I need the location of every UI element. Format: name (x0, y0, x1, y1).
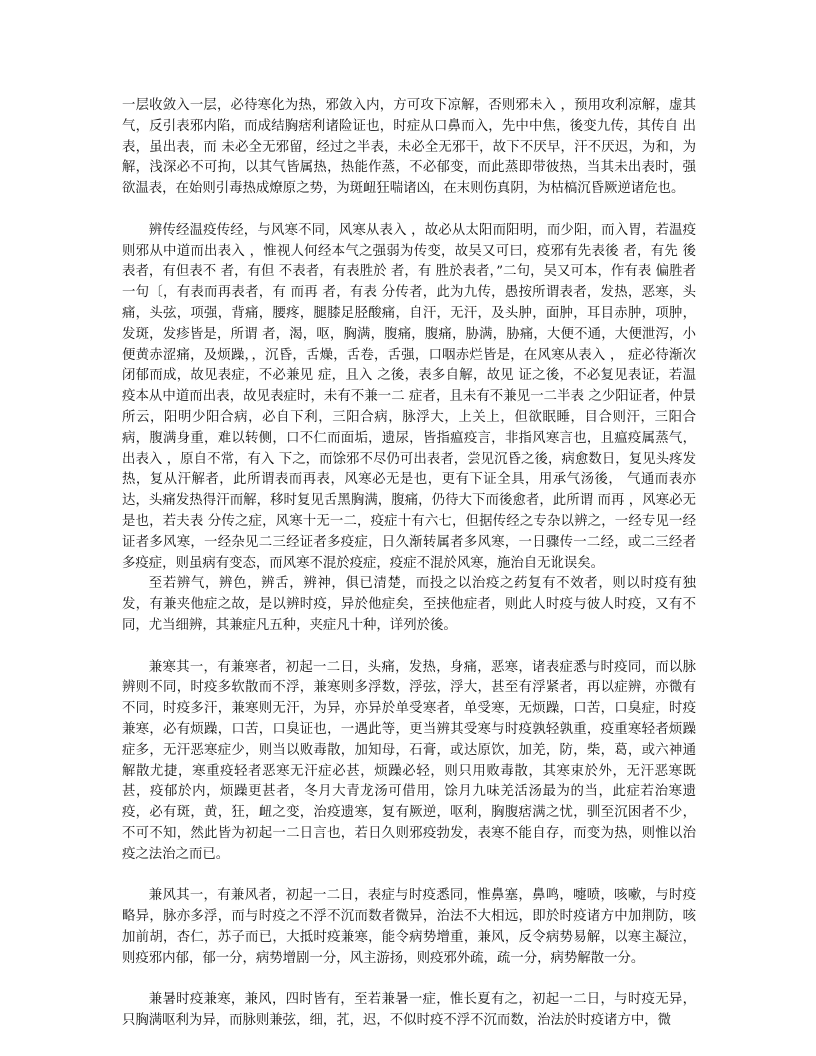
paragraph-4: 兼寒其一，有兼寒者，初起一二日，头痛，发热，身痛，恶寒，诸表症悉与时疫同，而以脉辨则不同，时疫多软散而不浮，兼寒则多浮数，浮弦，浮大，甚至有浮紧者，再以症辨，亦微有不同，时疫多汗，兼寒则无汗，为异，亦异於单受寒者，单受寒，无烦躁，口苦，口臭症，时疫兼寒，必有烦躁，口苦，口臭证也，一遇此等，更当辨其受寒与时疫孰轻孰重，疫重寒轻者烦躁症多，无汗恶寒症少，则当以败毒散，加知母，石膏，或达原饮，加羌，防，柴，葛，或六神通解散尤捷，寒重疫轻者恶寒无汗症必甚，烦躁必轻，则只用败毒散，其寒束於外，无汗恶寒既甚，疫郁於内，烦躁更甚者，冬月大青龙汤可借用，馀月九味羌活汤最为的当，此症若治寒遗疫，必有斑，黄，狂，衄之变，治疫遗寒，复有厥逆，呕利，胸腹痞满之忧，驯至沉困者不少，不可不知，然此皆为初起一二日言也，若日久则邪疫勃发，表寒不能自存，而变为热，则惟以治疫之法治之而已。 (122, 659, 696, 862)
paragraph-6: 兼暑时疫兼寒，兼风，四时皆有，至若兼暑一症，惟长夏有之，初起一二日，与时疫无异，只胸满呕利为异，而脉则兼弦，细，芤，迟，不似时疫不浮不沉而数，治法於时疫诸方中，微 (122, 992, 696, 1029)
paragraph-2: 辨传经温疫传经，与风寒不同，风寒从表入 ，故必从太阳而阳明，而少阳，而入胃，若温疫则邪从中道而出表入 ，惟视人何经本气之强弱为传变，故吴又可曰，疫邪有先表後 者，有先 後表者，有但表不 者，有但 不表者，有表胜於 者，有 胜於表者，”二句，吴又可本，作有表 偏胜者一句〔，有表而再表者，有 而再 者，有表 分传者，此为九传，愚按所谓表者，发热，恶寒，头痛，头弦，项强，背痛，腰疼，腿膝足胫酸痛，自汗，无汗，及头肿，面肿，耳目赤肿，项肿，发斑，发疹皆是，所谓 者，渴，呕，胸满，腹痛，腹痛，胁满，胁痛，大便不通，大便泄泻，小便黄赤涩痛，及烦躁，，沉昏，舌燥，舌卷，舌强，口咽赤烂皆是，在风寒从表入 ， 症必待渐次闭郁而成，故见表症，不必兼见 症，且入 之後，表多自解，故见 证之後，不必复见表证，若温疫本从中道而出表，故见表症时，未有不兼一二 症者，且未有不兼见一二半表 之少阳证者，仲景所云，阳明少阳合病，必自下利，三阳合病，脉浮大，上关上，但欲眠睡，目合则汗，三阳合病，腹满身重，难以转侧，口不仁而面垢，遗尿，皆指瘟疫言，非指风寒言也，且瘟疫属蒸气，出表入 ，原自不常，有入 下之，而馀邪不尽仍可出表者，尝见沉昏之後，病愈数日，复见头疼发热，复从汗解者，此所谓表而再表，风寒必无是也，更有下证全具，用承气汤後， 气通而表亦达，头痛发热得汗而解，移时复见舌黑胸满，腹痛，仍待大下而後愈者，此所谓 而再 ，风寒必无是也，若夫表 分传之症，风寒十无一二，疫症十有六七，但据传经之专杂以辨之，一经专见一经证者多风寒，一经杂见二三经证者多疫症，日久渐转属者多风寒，一日骤传一二经，或二三经者多疫症，则虽病有变态，而风寒不混於疫症，疫症不混於风寒，施治自无讹误矣。 (122, 222, 696, 571)
paragraph-gap (122, 969, 696, 990)
paragraph-gap (122, 865, 696, 886)
paragraph-1: 一层收敛入一层，必待寒化为热，邪敛入内，方可攻下凉解，否则邪未入 ，预用攻利凉解，虚其 气，反引表邪内陷，而成结胸痞利诸险证也，时症从口鼻而入，先中中焦，後变九传，其传自 出表，虽出表，而 未必全无邪留，经过之半表，未必全无邪干，故下不厌早，汗不厌迟，为和，为解，浅深必不可拘，以其气皆属热，热能作蒸，不必郁变，而此蒸即带彼热，当其未出表时，强欲温表，在始则引毒热成燎原之势，为斑衄狂喘诸凶，在末则伤真阴，为枯槁沉昏厥逆诸危也。 (122, 98, 696, 197)
document-body (122, 96, 696, 1032)
paragraph-gap (122, 200, 696, 221)
paragraph-5: 兼风其一，有兼风者，初起一二日，表症与时疫悉同，惟鼻塞，鼻鸣，嚏喷，咳嗽，与时疫略异，脉亦多浮，而与时疫之不浮不沉而数者微异，治法不大相远，即於时疫诸方中加荆防，咳加前胡，杏仁，苏子而已，大抵时疫兼寒，能令病势增重，兼风，反令病势易解，以寒主凝泣，则疫邪内郁，郁一分，病势增剧一分，风主游扬，则疫邪外疏，疏一分，病势解散一分。 (122, 888, 696, 966)
paragraph-gap (122, 637, 696, 658)
paragraph-3: 至若辨气，辨色，辨舌，辨神，俱已清楚，而投之以治疫之药复有不效者，则以时疫有独发，有兼夹他症之故，是以辨时疫，异於他症矣，至挟他症者，则此人时疫与彼人时疫，又有不同，尤当细辨，其兼症凡五种，夹症凡十种，详列於後。 (122, 576, 696, 633)
